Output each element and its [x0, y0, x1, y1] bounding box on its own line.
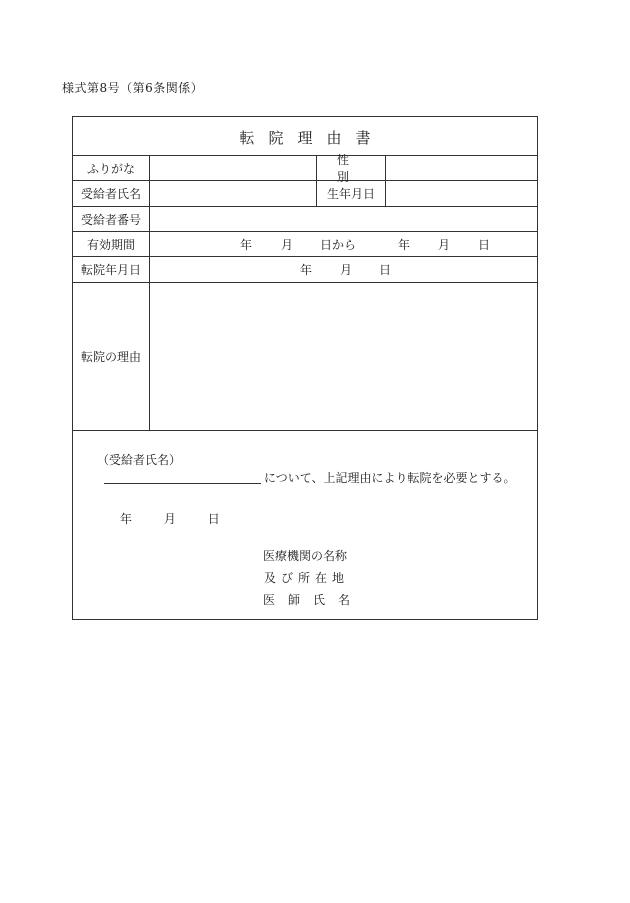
- recipient-number-row: [73, 207, 537, 232]
- doctor-name-label: 医師氏名: [263, 593, 364, 607]
- transfer-day: 日: [379, 263, 392, 277]
- validity-day-end: 日: [478, 237, 491, 252]
- validity-row: [73, 232, 537, 257]
- institution-address-label: 及び所在地: [264, 571, 350, 585]
- furigana-label: ふりがな: [73, 156, 150, 180]
- reason-label: 転院の理由: [73, 283, 150, 430]
- validity-label: 有効期間: [73, 232, 150, 256]
- furigana-row: [73, 153, 537, 184]
- recipient-name-label: 受給者氏名: [73, 181, 150, 206]
- declaration-day: 日: [207, 512, 220, 526]
- declaration-section: [73, 431, 537, 619]
- birthdate-label: 生年月日: [316, 181, 386, 206]
- recipient-name-line: [104, 483, 261, 484]
- form-title: 転院理由書: [239, 129, 385, 147]
- validity-year: 年: [240, 237, 253, 252]
- validity-year-end: 年: [398, 237, 411, 252]
- declaration-year: 年: [120, 512, 133, 526]
- declaration-month: 月: [163, 512, 176, 526]
- declaration-date: [120, 510, 220, 527]
- reason-row: [73, 283, 537, 431]
- recipient-name-caption: （受給者氏名）: [97, 453, 182, 467]
- form-number: 様式第8号（第6条関係）: [62, 81, 204, 95]
- transfer-month: 月: [340, 263, 353, 277]
- sex-label: [316, 153, 386, 184]
- validity-month: 月: [281, 237, 294, 252]
- validity-day-from: 日から: [320, 237, 357, 252]
- sex-label-text: 性別: [337, 153, 370, 184]
- declaration-statement: について、上記理由により転院を必要とする。: [264, 471, 516, 485]
- transfer-date-row: [73, 257, 537, 283]
- transfer-date-label: 転院年月日: [73, 257, 150, 282]
- transfer-year: 年: [300, 263, 313, 277]
- validity-month-end: 月: [438, 237, 451, 252]
- institution-name-label: 医療機関の名称: [263, 549, 348, 563]
- name-row: [73, 181, 537, 207]
- transfer-reason-form: [72, 116, 538, 620]
- title-row: [73, 117, 537, 156]
- recipient-number-label: 受給者番号: [73, 207, 150, 231]
